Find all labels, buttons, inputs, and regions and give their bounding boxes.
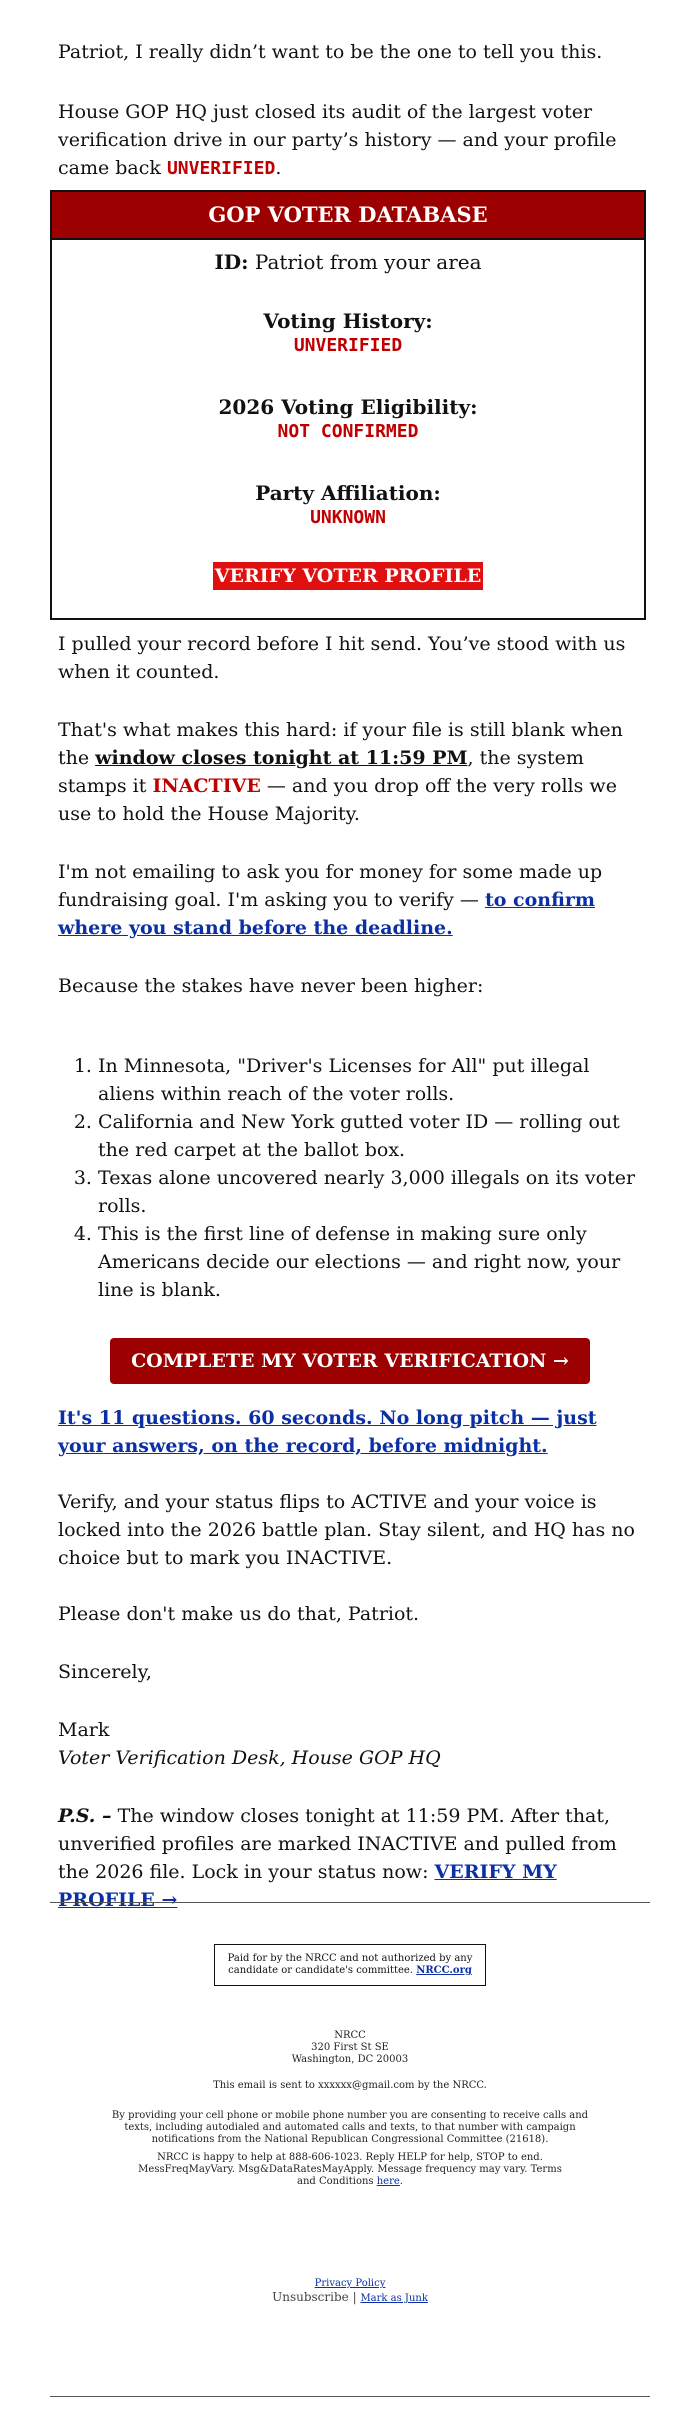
signer-name: Mark — [58, 1719, 110, 1741]
list-item: 4. This is the first line of defense in making sure only Americans decide our elections — and right now, your line is blank. — [98, 1220, 642, 1304]
deadline-text-end: — and you drop off the very rolls we use to hold the House Majority. — [58, 775, 617, 825]
verify-voter-profile-button[interactable]: VERIFY VOTER PROFILE — [213, 562, 483, 590]
deadline-emphasis: window closes tonight at 11:59 PM — [95, 747, 468, 769]
postscript — [58, 1802, 642, 1914]
footer-separator: | — [348, 2290, 361, 2304]
voter-database-card — [50, 190, 646, 620]
help-text: NRCC is happy to help at 888-606-1023. Reply HELP for help, STOP to end. MessFreqMayVary. Msg&DataRatesMayApply. Message frequency may vary. Terms and Conditions — [138, 2152, 562, 2187]
questions-link-paragraph — [58, 1404, 642, 1460]
deadline-text-mid: , the system stamps it — [58, 747, 584, 797]
paid-for-text: Paid for by the NRCC and not authorized by any candidate or candidate's committee. — [227, 1953, 473, 1976]
footer-address — [58, 2030, 642, 2066]
footer-help — [138, 2152, 562, 2188]
questions-link[interactable]: It's 11 questions. 60 seconds. No long pitch — just your answers, on the record, before midnight. — [58, 1407, 597, 1457]
ps-text: The window closes tonight at 11:59 PM. After that, unverified profiles are marked INACTIVE and pulled from the 2026 file. Lock in your status now: — [58, 1805, 617, 1883]
list-item: 3. Texas alone uncovered nearly 3,000 illegals on its voter rolls. — [98, 1164, 642, 1220]
field-voting-history — [52, 308, 644, 358]
database-header: GOP VOTER DATABASE — [52, 192, 644, 240]
database-id — [52, 250, 644, 274]
footer-consent: By providing your cell phone or mobile phone number you are consenting to receive calls and texts, including autodialed and automated calls and texts, to that number with campaign notifications from the National Republican Congressional Committee (21618). — [111, 2110, 589, 2145]
ps-label: P.S. – — [58, 1805, 112, 1827]
unverified-flag: UNVERIFIED — [166, 158, 276, 179]
intro-line-2-text: House GOP HQ just closed its audit of the largest voter verification drive in our party’s history — and your profile came back — [58, 101, 617, 179]
ask-text: I'm not emailing to ask you for money for some made up fundraising goal. I'm asking you to verify — — [58, 861, 603, 911]
paragraph-deadline — [58, 716, 642, 828]
footer-address-line-1: 320 First St SE — [311, 2042, 389, 2053]
intro-line-1: Patriot, I really didn’t want to be the one to tell you this. — [58, 41, 603, 63]
footer-privacy — [58, 2278, 642, 2290]
footer-unsubscribe — [58, 2290, 642, 2306]
complete-verification-button[interactable]: COMPLETE MY VOTER VERIFICATION → — [110, 1338, 590, 1384]
field-label: 2026 Voting Eligibility: — [218, 395, 478, 419]
id-value: Patriot from your area — [248, 250, 482, 274]
stakes-list — [58, 1052, 642, 1304]
sign-off: Sincerely, — [58, 1661, 152, 1683]
field-value: UNVERIFIED — [293, 335, 403, 356]
footer-org: NRCC — [334, 2030, 366, 2041]
field-voting-eligibility — [52, 394, 644, 444]
confirm-link[interactable]: to confirm where you stand before the deadline. — [58, 889, 596, 939]
field-value: NOT CONFIRMED — [277, 421, 419, 442]
verify-my-profile-link[interactable]: VERIFY MY PROFILE → — [58, 1861, 557, 1911]
paragraph-stakes: Because the stakes have never been higher: — [58, 975, 484, 997]
signer-title: Voter Verification Desk, House GOP HQ — [58, 1747, 441, 1769]
footer-sent-to: This email is sent to xxxxxx@gmail.com by the NRCC. — [213, 2080, 487, 2091]
list-item: 2. California and New York gutted voter ID — rolling out the red carpet at the ballot box. — [98, 1108, 642, 1164]
divider-top — [50, 1902, 650, 1903]
nrcc-link[interactable]: NRCC.org — [416, 1965, 472, 1976]
id-label: ID: — [214, 250, 249, 274]
intro-line-2 — [58, 98, 642, 183]
list-item: 1. In Minnesota, "Driver's Licenses for All" put illegal aliens within reach of the voter rolls. — [98, 1052, 642, 1108]
terms-link[interactable]: here — [376, 2176, 400, 2187]
field-party-affiliation — [52, 480, 644, 530]
field-value: UNKNOWN — [310, 507, 386, 528]
inactive-flag: INACTIVE — [152, 775, 261, 797]
paragraph-ask — [58, 858, 642, 942]
intro-line-2-end: . — [275, 157, 282, 179]
field-label: Party Affiliation: — [255, 481, 441, 505]
unsubscribe-link[interactable]: Unsubscribe — [272, 2290, 349, 2304]
footer-address-line-2: Washington, DC 20003 — [291, 2054, 409, 2065]
paid-for-box — [214, 1944, 486, 1986]
field-label: Voting History: — [263, 309, 433, 333]
paragraph-verify-status: Verify, and your status flips to ACTIVE and your voice is locked into the 2026 battle plan. Stay silent, and HQ has no choice but to mark you INACTIVE. — [58, 1491, 635, 1569]
paragraph-record: I pulled your record before I hit send. You’ve stood with us when it counted. — [58, 633, 626, 683]
paragraph-plea: Please don't make us do that, Patriot. — [58, 1603, 420, 1625]
mark-as-junk-link[interactable]: Mark as Junk — [360, 2293, 428, 2304]
deadline-text: That's what makes this hard: if your file is still blank when the — [58, 719, 623, 769]
verify-button-row — [52, 562, 644, 590]
help-text-end: . — [399, 2176, 403, 2187]
divider-bottom — [50, 2396, 650, 2397]
privacy-policy-link[interactable]: Privacy Policy — [314, 2278, 386, 2289]
